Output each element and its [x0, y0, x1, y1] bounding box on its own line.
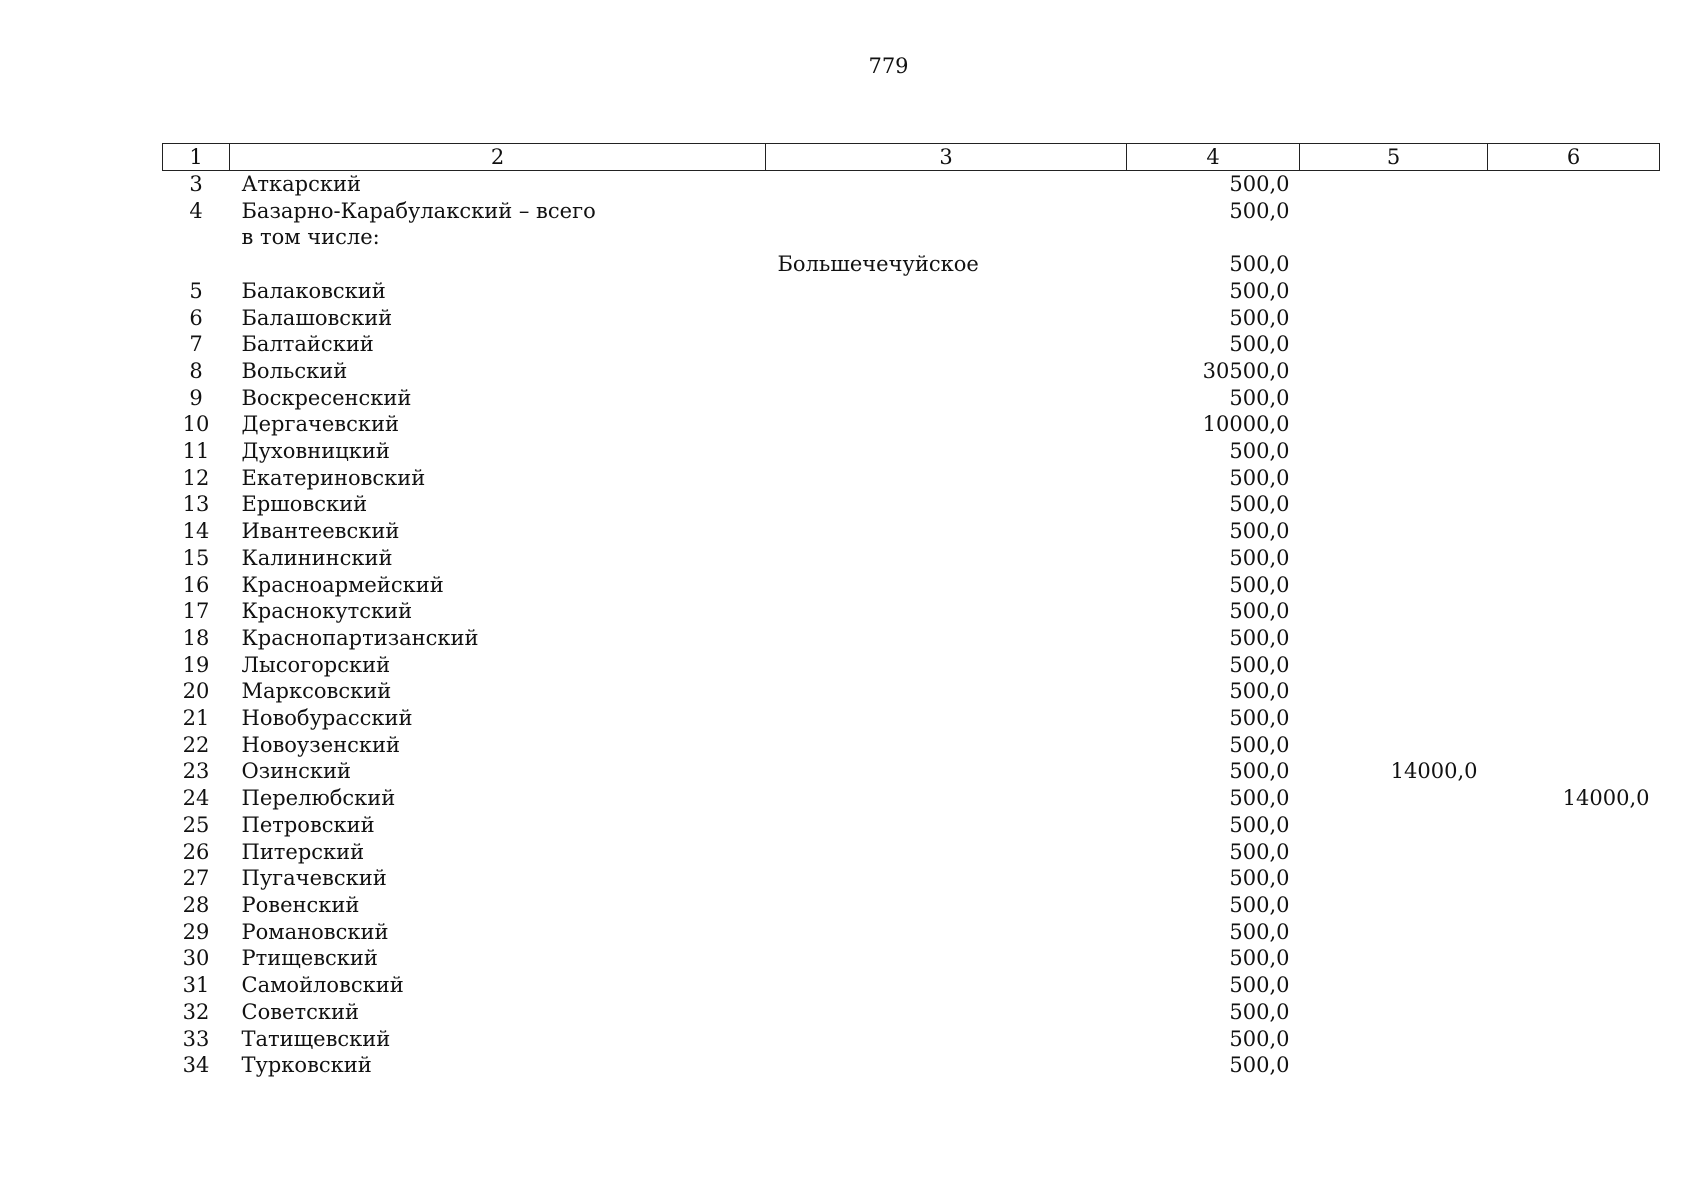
table-row — [163, 385, 1660, 412]
col-4-value-cell: 500,0 — [1229, 305, 1290, 330]
row-number-cell: 28 — [182, 892, 210, 917]
settlement-name-cell — [766, 1026, 1127, 1053]
district-name-cell: Новоузенский — [241, 732, 401, 757]
row-number-cell: 5 — [189, 278, 203, 303]
row-number-cell: 14 — [182, 519, 210, 544]
table-row — [163, 732, 1660, 759]
settlement-name-cell — [766, 999, 1127, 1026]
col-4-value-cell: 500,0 — [1229, 973, 1290, 998]
header-col-6: 6 — [1488, 144, 1660, 171]
settlement-name-cell — [766, 198, 1127, 225]
header-col-1: 1 — [163, 144, 230, 171]
settlement-name-cell — [766, 705, 1127, 732]
table-row — [163, 491, 1660, 518]
col-4-value-cell: 10000,0 — [1202, 412, 1290, 437]
col-5-value-cell — [1300, 491, 1488, 518]
col-6-value-cell — [1488, 171, 1660, 198]
table-row — [163, 625, 1660, 652]
col-6-value-cell — [1488, 758, 1660, 785]
col-4-value-cell: 500,0 — [1229, 706, 1290, 731]
col-5-value-cell — [1300, 518, 1488, 545]
col-4-value-cell: 500,0 — [1229, 866, 1290, 891]
col-5-value-cell: 14000,0 — [1390, 759, 1478, 784]
settlement-name-cell — [766, 892, 1127, 919]
row-number-cell: 34 — [182, 1053, 210, 1078]
col-5-value-cell — [1300, 198, 1488, 225]
row-number-cell: 25 — [182, 812, 210, 837]
row-number-cell: 24 — [182, 786, 210, 811]
district-name-cell: Екатериновский — [241, 465, 426, 490]
table-row — [163, 945, 1660, 972]
col-4-value-cell: 500,0 — [1229, 278, 1290, 303]
row-number-cell: 33 — [182, 1026, 210, 1051]
settlement-name-cell — [766, 839, 1127, 866]
col-5-value-cell — [1300, 224, 1488, 251]
settlement-name-cell — [766, 465, 1127, 492]
district-name-cell: Калининский — [241, 545, 393, 570]
row-number-cell: 22 — [182, 732, 210, 757]
col-6-value-cell — [1488, 278, 1660, 305]
col-4-value-cell: 500,0 — [1229, 786, 1290, 811]
row-number-cell: 8 — [189, 358, 203, 383]
district-name-cell: Балтайский — [241, 332, 374, 357]
table-row — [163, 785, 1660, 812]
row-number-cell: 31 — [182, 973, 210, 998]
district-name-cell: Краснокутский — [241, 599, 413, 624]
row-number-cell: 10 — [182, 412, 210, 437]
data-table — [162, 143, 1660, 1079]
col-6-value-cell — [1488, 465, 1660, 492]
district-name-cell: Вольский — [241, 358, 348, 383]
col-6-value-cell — [1488, 1026, 1660, 1053]
district-name-cell: Советский — [241, 999, 359, 1024]
col-5-value-cell — [1300, 598, 1488, 625]
col-5-value-cell — [1300, 972, 1488, 999]
row-number-cell — [163, 251, 230, 278]
header-row — [163, 144, 1660, 171]
settlement-name-cell — [766, 518, 1127, 545]
col-5-value-cell — [1300, 572, 1488, 599]
district-name-cell: Петровский — [241, 812, 375, 837]
district-name-cell: Перелюбский — [241, 786, 396, 811]
table-row — [163, 678, 1660, 705]
col-5-value-cell — [1300, 812, 1488, 839]
row-number-cell: 27 — [182, 866, 210, 891]
col-4-value-cell: 500,0 — [1229, 385, 1290, 410]
col-6-value-cell — [1488, 812, 1660, 839]
settlement-name-cell — [766, 358, 1127, 385]
district-name-cell: Воскресенский — [241, 385, 412, 410]
settlement-name-cell — [766, 678, 1127, 705]
col-5-value-cell — [1300, 732, 1488, 759]
settlement-name-cell — [766, 732, 1127, 759]
col-6-value-cell — [1488, 385, 1660, 412]
district-name-cell: в том числе: — [241, 225, 380, 250]
table-row — [163, 251, 1660, 278]
table-row — [163, 198, 1660, 225]
col-5-value-cell — [1300, 358, 1488, 385]
district-name-cell: Краснопартизанский — [241, 625, 479, 650]
col-5-value-cell — [1300, 305, 1488, 332]
col-5-value-cell — [1300, 1026, 1488, 1053]
district-name-cell: Ровенский — [241, 892, 360, 917]
district-name-cell: Базарно-Карабулакский – всего — [241, 198, 596, 223]
table-row — [163, 705, 1660, 732]
col-6-value-cell — [1488, 198, 1660, 225]
district-name-cell: Новобурасский — [241, 706, 413, 731]
col-6-value-cell — [1488, 411, 1660, 438]
col-6-value-cell: 14000,0 — [1562, 786, 1650, 811]
row-number-cell: 20 — [182, 679, 210, 704]
row-number-cell: 3 — [189, 172, 203, 196]
col-5-value-cell — [1300, 251, 1488, 278]
col-4-value-cell: 500,0 — [1229, 679, 1290, 704]
page-number: 779 — [868, 54, 909, 78]
district-name-cell: Дергачевский — [241, 412, 399, 437]
row-number-cell: 19 — [182, 652, 210, 677]
col-6-value-cell — [1488, 358, 1660, 385]
settlement-name-cell — [766, 758, 1127, 785]
col-6-value-cell — [1488, 1052, 1660, 1079]
col-4-value-cell: 500,0 — [1229, 172, 1290, 196]
table-row — [163, 812, 1660, 839]
row-number-cell: 23 — [182, 759, 210, 784]
col-4-value-cell: 500,0 — [1229, 465, 1290, 490]
col-5-value-cell — [1300, 999, 1488, 1026]
col-4-value-cell: 500,0 — [1229, 519, 1290, 544]
district-name-cell: Турковский — [241, 1053, 372, 1078]
district-name-cell: Духовницкий — [241, 439, 390, 464]
table-row — [163, 892, 1660, 919]
table-row — [163, 758, 1660, 785]
col-6-value-cell — [1488, 251, 1660, 278]
settlement-name-cell — [766, 411, 1127, 438]
col-6-value-cell — [1488, 331, 1660, 358]
district-name-cell: Марксовский — [241, 679, 392, 704]
settlement-name-cell — [766, 652, 1127, 679]
col-4-value-cell: 500,0 — [1229, 892, 1290, 917]
col-4-value-cell: 500,0 — [1229, 545, 1290, 570]
col-6-value-cell — [1488, 972, 1660, 999]
col-4-value-cell: 500,0 — [1229, 1053, 1290, 1078]
table-row — [163, 305, 1660, 332]
district-name-cell: Красноармейский — [241, 572, 444, 597]
district-name-cell: Татищевский — [241, 1026, 391, 1051]
col-5-value-cell — [1300, 865, 1488, 892]
district-name-cell: Ершовский — [241, 492, 368, 517]
col-6-value-cell — [1488, 518, 1660, 545]
row-number-cell: 4 — [189, 198, 203, 223]
col-4-value-cell: 30500,0 — [1202, 358, 1290, 383]
col-4-value-cell: 500,0 — [1229, 759, 1290, 784]
settlement-name-cell — [766, 972, 1127, 999]
district-name-cell: Балаковский — [241, 278, 386, 303]
district-name-cell: Ивантеевский — [241, 519, 400, 544]
table-row — [163, 438, 1660, 465]
row-number-cell: 7 — [189, 332, 203, 357]
row-number-cell: 30 — [182, 946, 210, 971]
settlement-name-cell — [766, 331, 1127, 358]
table-row — [163, 331, 1660, 358]
settlement-name-cell — [766, 305, 1127, 332]
row-number-cell — [163, 224, 230, 251]
table-row — [163, 865, 1660, 892]
row-number-cell: 13 — [182, 492, 210, 517]
col-6-value-cell — [1488, 865, 1660, 892]
row-number-cell: 11 — [182, 439, 210, 464]
settlement-name-cell — [766, 545, 1127, 572]
col-5-value-cell — [1300, 385, 1488, 412]
table-row — [163, 411, 1660, 438]
col-4-value-cell: 500,0 — [1229, 999, 1290, 1024]
row-number-cell: 6 — [189, 305, 203, 330]
settlement-name-cell — [766, 865, 1127, 892]
settlement-name-cell — [766, 598, 1127, 625]
district-name-cell — [230, 251, 766, 278]
table-row — [163, 652, 1660, 679]
settlement-name-cell — [766, 438, 1127, 465]
settlement-name-cell — [766, 945, 1127, 972]
settlement-name-cell — [766, 1052, 1127, 1079]
table-row — [163, 972, 1660, 999]
settlement-name-cell: Большечечуйское — [777, 252, 979, 277]
col-6-value-cell — [1488, 545, 1660, 572]
table-row — [163, 358, 1660, 385]
col-4-value-cell: 500,0 — [1229, 946, 1290, 971]
table-row — [163, 1052, 1660, 1079]
col-6-value-cell — [1488, 652, 1660, 679]
row-number-cell: 21 — [182, 706, 210, 731]
col-5-value-cell — [1300, 839, 1488, 866]
table-row — [163, 999, 1660, 1026]
header-col-5: 5 — [1300, 144, 1488, 171]
col-4-value-cell: 500,0 — [1229, 625, 1290, 650]
settlement-name-cell — [766, 625, 1127, 652]
settlement-name-cell — [766, 812, 1127, 839]
header-col-3: 3 — [766, 144, 1127, 171]
table-row — [163, 465, 1660, 492]
settlement-name-cell — [766, 491, 1127, 518]
col-4-value-cell: 500,0 — [1229, 252, 1290, 277]
col-6-value-cell — [1488, 732, 1660, 759]
col-4-value-cell — [1127, 224, 1300, 251]
col-5-value-cell — [1300, 1052, 1488, 1079]
settlement-name-cell — [766, 919, 1127, 946]
col-4-value-cell: 500,0 — [1229, 839, 1290, 864]
district-name-cell: Ртищевский — [241, 946, 378, 971]
col-6-value-cell — [1488, 572, 1660, 599]
table-row — [163, 919, 1660, 946]
table-row — [163, 1026, 1660, 1053]
col-5-value-cell — [1300, 278, 1488, 305]
district-name-cell: Питерский — [241, 839, 365, 864]
settlement-name-cell — [766, 224, 1127, 251]
col-5-value-cell — [1300, 545, 1488, 572]
row-number-cell: 16 — [182, 572, 210, 597]
col-4-value-cell: 500,0 — [1229, 332, 1290, 357]
col-4-value-cell: 500,0 — [1229, 652, 1290, 677]
col-6-value-cell — [1488, 438, 1660, 465]
district-name-cell: Балашовский — [241, 305, 393, 330]
col-5-value-cell — [1300, 465, 1488, 492]
col-5-value-cell — [1300, 678, 1488, 705]
row-number-cell: 26 — [182, 839, 210, 864]
row-number-cell: 15 — [182, 545, 210, 570]
table-row — [163, 518, 1660, 545]
district-name-cell: Самойловский — [241, 973, 404, 998]
col-5-value-cell — [1300, 892, 1488, 919]
district-name-cell: Романовский — [241, 919, 389, 944]
settlement-name-cell — [766, 385, 1127, 412]
row-number-cell: 29 — [182, 919, 210, 944]
table-row — [163, 278, 1660, 305]
col-4-value-cell: 500,0 — [1229, 572, 1290, 597]
col-6-value-cell — [1488, 598, 1660, 625]
col-6-value-cell — [1488, 678, 1660, 705]
col-4-value-cell: 500,0 — [1229, 198, 1290, 223]
settlement-name-cell — [766, 785, 1127, 812]
table-row — [163, 598, 1660, 625]
col-4-value-cell: 500,0 — [1229, 439, 1290, 464]
table-row — [163, 224, 1660, 251]
col-4-value-cell: 500,0 — [1229, 492, 1290, 517]
table-row — [163, 171, 1660, 198]
col-6-value-cell — [1488, 919, 1660, 946]
district-name-cell: Озинский — [241, 759, 352, 784]
col-6-value-cell — [1488, 305, 1660, 332]
col-6-value-cell — [1488, 224, 1660, 251]
row-number-cell: 12 — [182, 465, 210, 490]
table-row — [163, 572, 1660, 599]
col-5-value-cell — [1300, 438, 1488, 465]
district-name-cell: Пугачевский — [241, 866, 387, 891]
col-5-value-cell — [1300, 945, 1488, 972]
table-row — [163, 545, 1660, 572]
table-body — [163, 171, 1660, 1079]
col-6-value-cell — [1488, 491, 1660, 518]
district-name-cell: Лысогорский — [241, 652, 391, 677]
col-4-value-cell: 500,0 — [1229, 732, 1290, 757]
col-6-value-cell — [1488, 839, 1660, 866]
settlement-name-cell — [766, 572, 1127, 599]
col-5-value-cell — [1300, 705, 1488, 732]
col-4-value-cell: 500,0 — [1229, 919, 1290, 944]
col-6-value-cell — [1488, 999, 1660, 1026]
row-number-cell: 32 — [182, 999, 210, 1024]
col-6-value-cell — [1488, 892, 1660, 919]
col-5-value-cell — [1300, 171, 1488, 198]
header-col-4: 4 — [1127, 144, 1300, 171]
col-4-value-cell: 500,0 — [1229, 1026, 1290, 1051]
header-col-2: 2 — [230, 144, 766, 171]
settlement-name-cell — [766, 171, 1127, 198]
col-4-value-cell: 500,0 — [1229, 599, 1290, 624]
col-6-value-cell — [1488, 625, 1660, 652]
district-name-cell: Аткарский — [241, 172, 361, 196]
col-5-value-cell — [1300, 785, 1488, 812]
col-4-value-cell: 500,0 — [1229, 812, 1290, 837]
col-5-value-cell — [1300, 919, 1488, 946]
col-6-value-cell — [1488, 945, 1660, 972]
col-5-value-cell — [1300, 411, 1488, 438]
row-number-cell: 17 — [182, 599, 210, 624]
settlement-name-cell — [766, 278, 1127, 305]
col-5-value-cell — [1300, 331, 1488, 358]
col-5-value-cell — [1300, 625, 1488, 652]
table-row — [163, 839, 1660, 866]
row-number-cell: 9 — [189, 385, 203, 410]
col-6-value-cell — [1488, 705, 1660, 732]
row-number-cell: 18 — [182, 625, 210, 650]
col-5-value-cell — [1300, 652, 1488, 679]
